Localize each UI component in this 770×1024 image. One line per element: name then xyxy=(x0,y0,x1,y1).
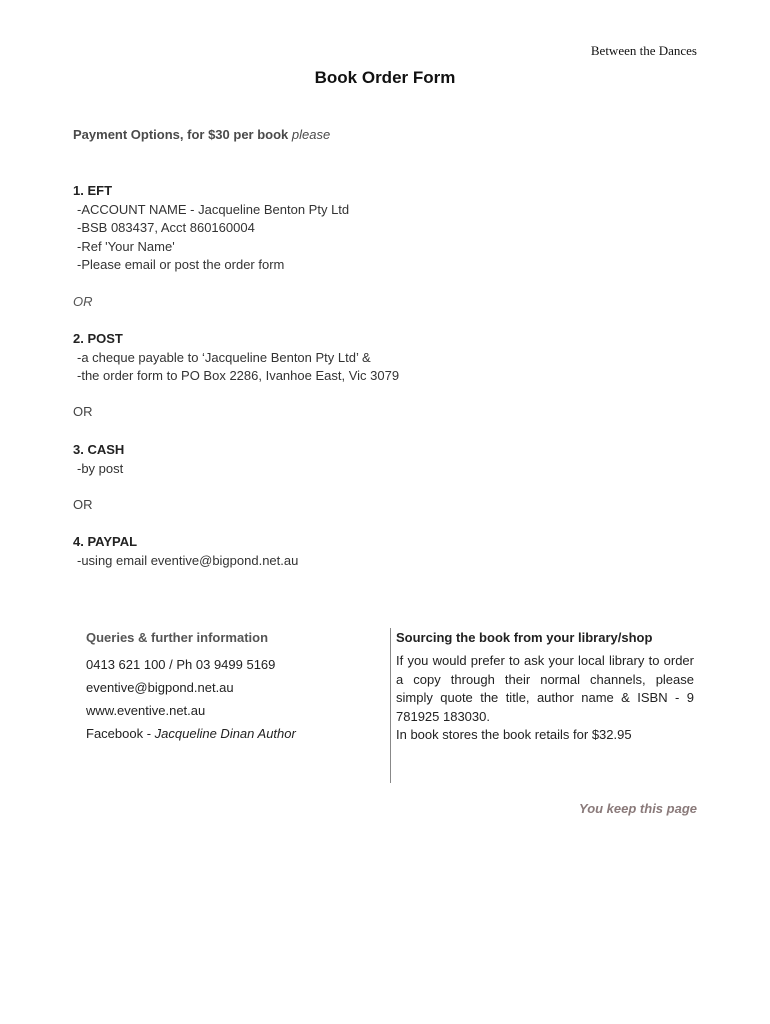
page-title: Book Order Form xyxy=(314,68,456,87)
queries-email: eventive@bigpond.net.au xyxy=(86,680,234,695)
or-separator: OR xyxy=(73,294,93,309)
queries-phone: 0413 621 100 / Ph 03 9499 5169 xyxy=(86,657,276,672)
payment-options-label: Payment Options, for $30 per book xyxy=(73,127,289,142)
option-eft-line: -ACCOUNT NAME - Jacqueline Benton Pty Ltd xyxy=(77,201,350,217)
sourcing-heading: Sourcing the book from your library/shop xyxy=(396,630,653,645)
sourcing-body: If you would prefer to ask your local library to order a copy through their normal channels, please simply quote the title, author name & ISBN - 9 781925 183030. xyxy=(396,653,694,724)
or-separator: OR xyxy=(73,404,93,419)
option-paypal-heading: 4. PAYPAL xyxy=(73,534,138,549)
queries-heading: Queries & further information xyxy=(86,630,269,645)
option-eft-line: -BSB 083437, Acct 860160004 xyxy=(77,220,255,235)
option-eft-line: -Ref 'Your Name' xyxy=(77,238,175,254)
queries-section xyxy=(86,630,296,745)
keep-page-note: You keep this page xyxy=(579,801,697,816)
sourcing-retail-price: In book stores the book retails for $32.95 xyxy=(396,727,632,742)
column-divider xyxy=(390,628,391,783)
sourcing-section xyxy=(396,630,694,745)
option-post-heading: 2. POST xyxy=(73,331,123,346)
option-post-line: -a cheque payable to ‘Jacqueline Benton Pty Ltd’ & xyxy=(77,349,371,365)
queries-website: www.eventive.net.au xyxy=(86,703,206,718)
queries-facebook xyxy=(86,722,296,745)
option-eft-heading: 1. EFT xyxy=(73,183,113,198)
option-cash-heading: 3. CASH xyxy=(73,442,125,457)
payment-options-intro xyxy=(73,127,330,142)
queries-facebook-name: Jacqueline Dinan Author xyxy=(154,726,296,741)
option-paypal xyxy=(73,533,298,570)
option-post xyxy=(73,330,399,386)
option-post-line: -the order form to PO Box 2286, Ivanhoe East, Vic 3079 xyxy=(77,368,400,383)
option-cash-line: -by post xyxy=(77,460,124,476)
queries-facebook-prefix: Facebook - xyxy=(86,726,155,741)
option-eft-line: -Please email or post the order form xyxy=(77,257,285,272)
option-paypal-line: -using email eventive@bigpond.net.au xyxy=(77,552,299,568)
or-separator: OR xyxy=(73,497,93,512)
option-cash xyxy=(73,441,124,478)
document-header-title: Between the Dances xyxy=(590,43,697,58)
option-eft xyxy=(73,182,349,275)
payment-options-please: please xyxy=(291,127,331,142)
